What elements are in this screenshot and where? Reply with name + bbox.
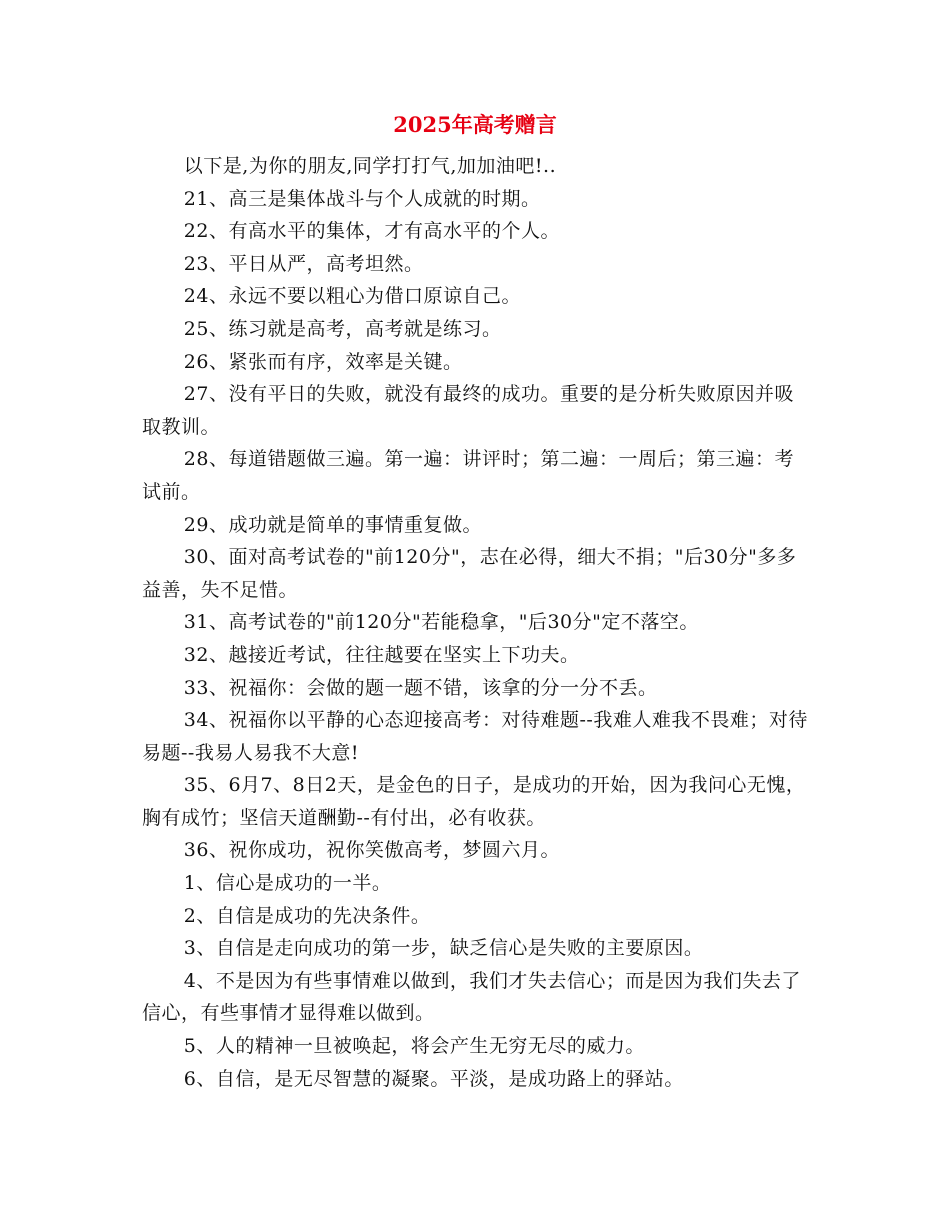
paragraph: 25、练习就是高考，高考就是练习。 <box>183 317 502 340</box>
paragraph: 2、自信是成功的先决条件。 <box>183 904 431 927</box>
paragraph: 5、人的精神一旦被唤起，将会产生无穷无尽的威力。 <box>183 1035 645 1058</box>
paragraph: 34、祝福你以平静的心态迎接高考：对待难题--我难人难我不畏难；对待易题--我易人易我不大意! <box>142 709 808 764</box>
paragraph: 3、自信是走向成功的第一步，缺乏信心是失败的主要原因。 <box>183 937 704 960</box>
paragraph: 22、有高水平的集体，才有高水平的个人。 <box>183 220 560 243</box>
document-title: 2025年高考赠言 <box>393 112 557 137</box>
paragraph: 6、自信，是无尽智慧的凝聚。平淡，是成功路上的驿站。 <box>183 1067 684 1090</box>
paragraph: 28、每道错题做三遍。第一遍：讲评时；第二遍：一周后；第三遍：考试前。 <box>142 448 794 503</box>
paragraph: 以下是,为你的朋友,同学打打气,加加油吧!.. <box>183 155 557 177</box>
paragraph: 1、信心是成功的一半。 <box>183 872 392 895</box>
paragraph: 33、祝福你：会做的题一题不错，该拿的分一分不丢。 <box>183 676 658 699</box>
paragraph: 21、高三是集体战斗与个人成就的时期。 <box>183 187 541 210</box>
paragraph: 29、成功就是简单的事情重复做。 <box>183 513 482 536</box>
paragraph: 27、没有平日的失败，就没有最终的成功。重要的是分析失败原因并吸取教训。 <box>142 383 794 438</box>
paragraph: 32、越接近考试，往往越要在坚实上下功夫。 <box>183 643 580 666</box>
paragraph: 30、面对高考试卷的"前120分"，志在必得，细大不捐；"后30分"多多益善，失不足惜。 <box>142 546 797 601</box>
paragraph: 26、紧张而有序，效率是关键。 <box>183 350 463 373</box>
paragraph: 24、永远不要以粗心为借口原谅自己。 <box>183 285 521 308</box>
paragraph: 31、高考试卷的"前120分"若能稳拿，"后30分"定不落空。 <box>183 611 699 634</box>
document-body <box>142 150 812 1095</box>
paragraph: 35、6月7、8日2天，是金色的日子，是成功的开始，因为我问心无愧，胸有成竹；坚信天道酬勤--有付出，必有收获。 <box>142 774 806 829</box>
paragraph: 23、平日从严，高考坦然。 <box>183 252 424 275</box>
paragraph: 4、不是因为有些事情难以做到，我们才失去信心；而是因为我们失去了信心，有些事情才显得难以做到。 <box>142 969 801 1025</box>
paragraph: 36、祝你成功，祝你笑傲高考，梦圆六月。 <box>183 839 560 862</box>
